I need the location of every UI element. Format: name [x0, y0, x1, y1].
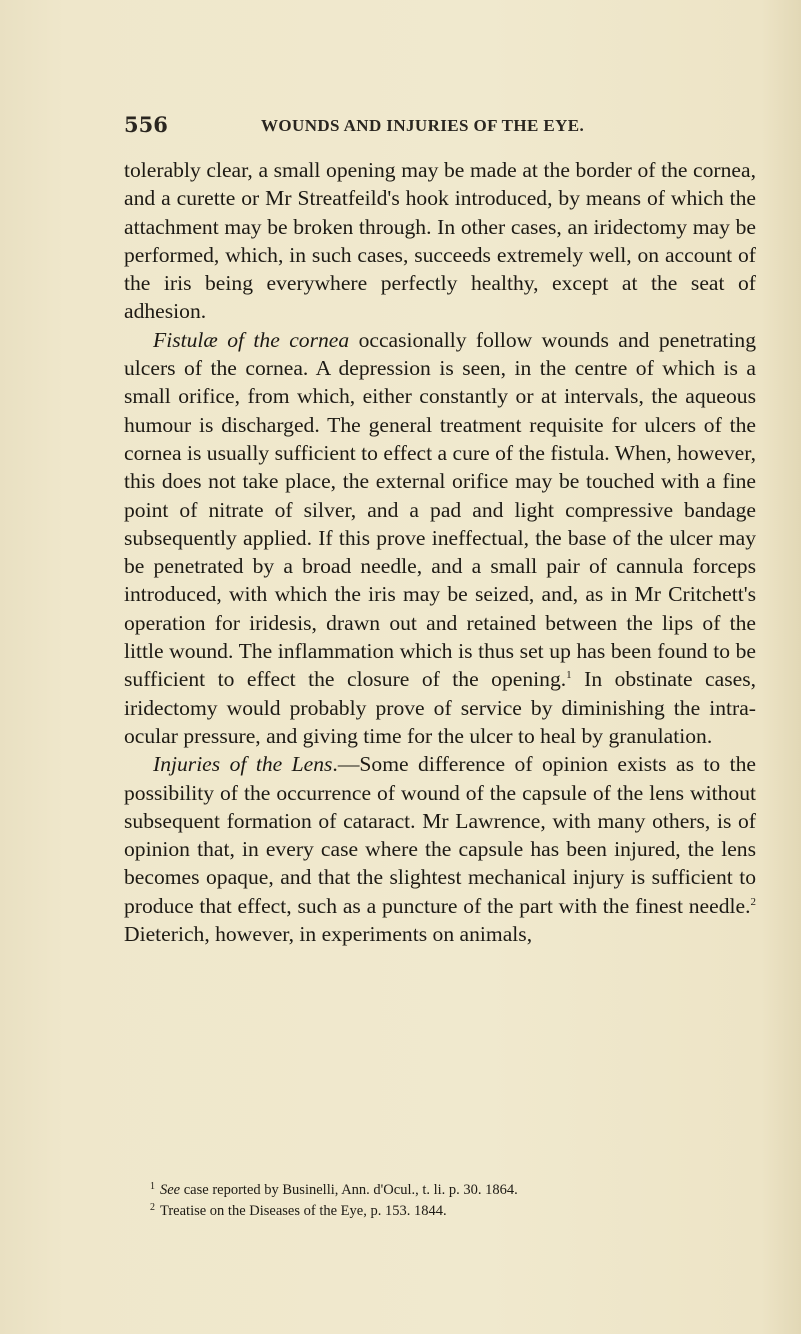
paragraph-text: In obstinate cases, iridectomy would probably prove of service by diminishing the intra-ocular pressure, and giving time for the ulcer to heal by granulation.: [124, 667, 756, 748]
footnote-2: [150, 1199, 750, 1220]
footnote-italic: See: [160, 1182, 181, 1198]
page-header: [124, 112, 744, 142]
footnote-ref-2: 2: [750, 895, 756, 908]
footnote-mark: 1: [150, 1181, 155, 1192]
paragraph-iridectomy: tolerably clear, a small opening may be made at the border of the cornea, and a curette or Mr Streatfeild's hook introduced, by means of which the attachment may be broken through. In other cases, an iridectomy may be performed, which, in such cases, succeeds extremely well, on account of the iris being everywhere perfectly healthy, except at the seat of adhesion.: [124, 158, 756, 324]
paragraph-fistulae: [124, 326, 756, 750]
page-number: 556: [124, 112, 168, 137]
paragraph-text: occasionally follow wounds and penetrating ulcers of the cornea. A depression is seen, in the centre of which is a small orifice, from which, either constantly or at intervals, the aqueous humour is discharged. The general treatment requisite for ulcers of the cornea is usually sufficient to effect a cure of the fistula. When, however, this does not take place, the external orifice may be touched with a fine point of nitrate of silver, and a pad and light compressive bandage subsequently applied. If this prove ineffectual, the base of the ulcer may be penetrated by a broad needle, and a small pair of cannula forceps introduced, with which the iris may be seized, and, as in Mr Critchett's operation for iridesis, drawn out and retained between the lips of the little wound. The inflammation which is thus set up has been found to be sufficient to effect the closure of the opening.: [124, 327, 756, 692]
footnote-text: Treatise on the Diseases of the Eye, p. 153. 1844.: [160, 1203, 447, 1219]
running-head: WOUNDS AND INJURIES OF THE EYE.: [261, 116, 585, 135]
footnote-ref-1: 1: [566, 669, 572, 682]
body-text: [124, 156, 756, 948]
section-heading-fistulae: Fistulæ of the cornea: [153, 327, 350, 352]
paragraph-lens: [124, 750, 756, 948]
footnote-1: [150, 1178, 750, 1199]
paragraph-text: Dieterich, however, in experiments on animals,: [124, 922, 533, 947]
footnotes: [150, 1178, 750, 1220]
section-heading-lens: Injuries of the Lens: [153, 752, 333, 777]
paragraph-text: .—Some difference of opinion exists as to the possibility of the occurrence of wound of the capsule of the lens without subsequent formation of cataract. Mr Lawrence, with many others, is of opinion that, in every case where the capsule has been injured, the lens becomes opaque, and that the slightest mechanical injury is sufficient to produce that effect, such as a puncture of the part with the finest needle.: [124, 752, 757, 918]
footnote-mark: 2: [150, 1202, 155, 1213]
footnote-text: case reported by Businelli, Ann. d'Ocul., t. li. p. 30. 1864.: [180, 1182, 518, 1198]
